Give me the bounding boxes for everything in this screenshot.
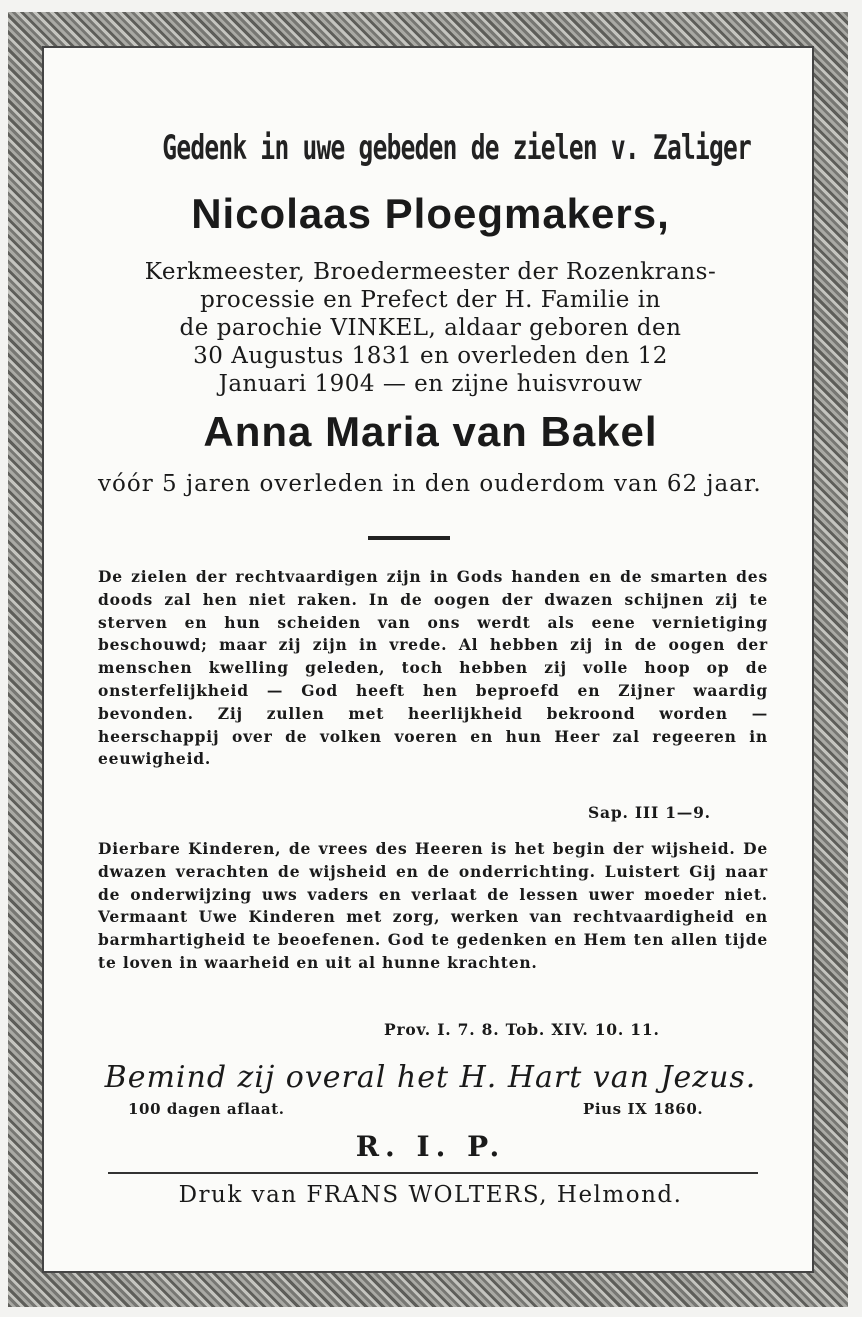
indulgence-text: 100 dagen aflaat. xyxy=(128,1100,285,1118)
scripture-passage-1: De zielen der rechtvaardigen zijn in Gods handen en de smarten des doods zal hen niet raken. In de oogen der dwazen schijnen zij te sterven en hun scheiden van ons werdt als eene vernietiging beschouwd; maar zij zijn in vrede. Al hebben zij in de oogen der menschen kwelling geleden, toch hebben zij volle hoop op de onsterfelijkheid — God heeft hen beproefd en Zijner waardig bevonden. Zij zullen met heerlijkheid bekroond worden — heerschappij over de volken voeren en hun Heer zal regeeren in eeuwigheid. xyxy=(98,567,768,769)
divider-rule xyxy=(368,536,450,540)
name-husband: Nicolaas Ploegmakers, xyxy=(191,190,670,237)
card-heading: Gedenk in uwe gebeden de zielen v. Zaliger xyxy=(162,128,752,168)
footer-rule xyxy=(108,1172,758,1174)
scripture-reference-1: Sap. III 1—9. xyxy=(588,803,711,822)
pope-reference: Pius IX 1860. xyxy=(583,1100,704,1118)
scripture-passage-2: Dierbare Kinderen, de vrees des Heeren is het begin der wijsheid. De dwazen verachten de wijsheid en de onderrichting. Luistert Gij naar de onderwijzing uws vaders en verlaat de lessen uwer moeder niet. Vermaant Uwe Kinderen met zorg, werken van rechtvaardigheid en barmhartigheid te beoefenen. God te gedenken en Hem ten allen tijde te loven in waarheid en uit al hunne krachten. xyxy=(98,839,768,972)
printer-credit: Druk van FRANS WOLTERS, Helmond. xyxy=(178,1182,683,1208)
name-wife: Anna Maria van Bakel xyxy=(203,408,658,455)
description xyxy=(98,258,763,398)
card-content xyxy=(58,70,803,1270)
wife-death-text: vóór 5 jaren overleden in den ouderdom van 62 jaar. xyxy=(98,471,762,497)
description-line: 30 Augustus 1831 en overleden den 12 xyxy=(193,343,668,369)
scripture-reference-2: Prov. I. 7. 8. Tob. XIV. 10. 11. xyxy=(384,1020,660,1039)
description-line: processie en Prefect der H. Familie in xyxy=(200,287,661,313)
description-line: Januari 1904 — en zijne huisvrouw xyxy=(218,371,643,397)
description-line: Kerkmeester, Broedermeester der Rozenkrans- xyxy=(144,259,717,285)
rip-text: R. I. P. xyxy=(355,1130,506,1163)
motto: Bemind zij overal het H. Hart van Jezus. xyxy=(104,1060,757,1095)
description-line: de parochie VINKEL, aldaar geboren den xyxy=(179,315,682,341)
